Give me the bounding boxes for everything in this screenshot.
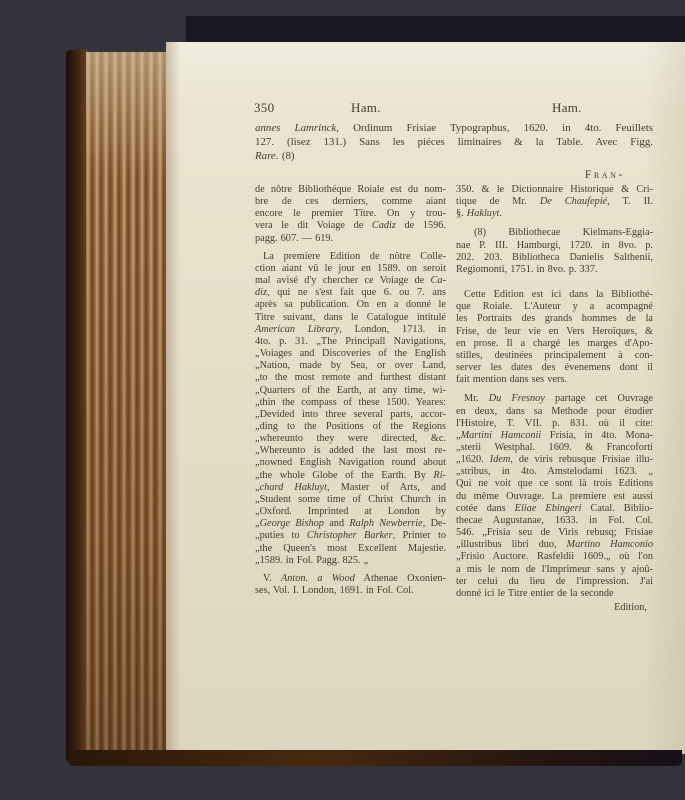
text-line: en prose. Il a chargé les marges d'Apo- [456,337,653,349]
text-line: „the whole Globe of the Earth. By Ri- [255,469,446,481]
headnote [255,121,653,163]
text-line: cotée dans Eliae Ebingeri Catal. Biblio- [456,502,653,514]
text-line: l'Histoire, T. VII. p. 831. où il cite: [456,417,653,429]
right-column-text [456,184,653,600]
left-column [255,184,446,597]
catchword-edition: Edition, [614,602,647,613]
text-line: de nôtre Bibliothéque Roiale est du nom- [255,184,446,195]
text-line: „Martini Hamconii Frisia, in 4to. Mona- [456,429,653,441]
text-line: „illustribus libri duo, Martino Hamconio [456,539,653,551]
text-line: „to the most remote and furthest distant [255,372,446,384]
text-line: „nowned English Navigation round about [255,457,446,469]
text-line: Mr. Du Fresnoy partage cet Ouvrage [464,393,653,405]
text-line: „Voiages and Discoveries of the English [255,348,446,360]
text-line: server les dates des évenemens dont il [456,362,653,374]
text-line: nae P. III. Hamburgi, 1720. in 8vo. p. [456,239,653,251]
text-line: Qui ne voit que ce sont là trois Editions [456,478,653,490]
text-line: que Roiale. L'Auteur y a acompagné [456,301,653,313]
text-line: 127. (lisez 131.) Sans les piéces liminaires & la Table. Avec Figg. [255,136,653,148]
text-line: après sa publication. On en a donné le [255,299,446,311]
paragraph [456,289,653,386]
text-line: 350. & le Dictionnaire Historique & Cri- [456,184,653,195]
text-line: encore le premier Tître. On y trou- [255,208,446,220]
text-line: „stribus, in 4to. Amstelodami 1623. „ [456,466,653,478]
text-line: du même Ouvrage. La premiere est aussi [456,490,653,502]
running-head-left: Ham. [351,100,381,115]
text-line: (8) Bibliothecae Kielmans-Eggia- [474,227,653,239]
text-line: annes Lamrinck, Ordinum Frisiae Typographus, 1620. in 4to. Feuillets [255,122,653,134]
text-line: 546. „Frisia seu de Viris rebusq; Frisiae [456,527,653,539]
text-line: fait mention dans ses vers. [456,374,567,386]
paragraph [456,393,653,600]
text-line: „Oxford. Imprinted at London by [255,506,446,518]
text-line: „Nation, made by Sea, or over Land, [255,360,446,372]
text-line: „1620. Idem, de viris rebusque Frisiae illu- [456,454,654,466]
text-line: pagg. 607. — 619. [255,232,334,244]
text-line: „Student some time of Christ Church in [255,493,446,505]
paragraph [255,251,446,567]
text-line: „chard Hakluyt, Master of Arts, and [255,481,446,493]
text-line: „thin the compass of these 1500. Yeares: [255,396,446,408]
text-line: „George Bishop and Ralph Newberrie, De- [255,518,446,530]
text-line: en deux, dans sa Methode pour étudier [456,405,653,417]
text-line: American Library, London, 1713. in [255,323,446,335]
text-line: a mis le nom de l'Imprimeur sans y ajoû- [456,563,653,575]
text-line: La premiere Edition de nôtre Colle- [263,250,446,262]
text-line: „the Queen's most Excellent Majestie. [255,542,446,554]
catchword-fran: Fran- [584,169,625,181]
text-line: mal avisé d'y chercher ce Voiage de Ca- [255,275,446,287]
text-line: Cette Edition est ici dans la Bibliothé- [464,289,653,301]
text-line: §. Hakluyt. [456,208,502,220]
text-line: bre de ces derniers, comme aiant [255,196,446,208]
text-line: ter celui du lieu de l'impression. J'ai [456,575,653,587]
text-line: tique de Mr. De Chaufepié, T. II. [456,196,654,208]
text-line: „puties to Christopher Barker, Printer to [255,530,446,542]
text-line: „ding to the Positions of the Regions [255,420,446,432]
text-line: Regiomonti, 1751. in 8vo. p. 337. [456,263,598,275]
paragraph [456,184,653,220]
text-line: „sterii Westphal. 1609. & Francoforti [456,441,653,453]
text-line: Titre suivant, dans le Catalogue intitulé [255,311,446,323]
text-line: stilles, destinées principalement à con- [456,349,653,361]
paragraph [255,121,653,163]
text-line: thecae Augustanae, 1633. in Fol. Col. [456,514,653,526]
text-line: les Portraits des grands hommes de la [456,313,653,325]
page-number: 350 [254,100,275,115]
catchword-line [255,165,653,183]
text-line: „Whereunto is added the last most re- [255,445,446,457]
text-line: „whereunto they were directed, &c. [255,433,446,445]
text-line: 202. 203. Bibliotheca Danielis Salthenii, [456,251,653,263]
text-line: „1589. in Fol. Pagg. 825. „ [255,554,369,566]
text-line: vera le dit Voiage de Cadiz de 1596. [255,220,446,232]
text-line: Frise, de leur vie en Vers Heroïques, & [456,325,653,337]
running-head-right: Ham. [552,100,582,115]
text-line: donné ici le Titre entier de la seconde [456,587,614,599]
text-line: 4to. p. 31. „The Principall Navigations, [255,335,446,347]
text-line: „Devided into three several parts, accor- [255,408,446,420]
text-line: diz, qui ne s'est fait que 6. ou 7. ans [255,287,446,299]
paragraph [255,573,446,597]
paragraph [255,184,446,245]
text-line: Rare. (8) [255,150,295,162]
text-line: V. Anton. a Wood Athenae Oxonien- [263,572,447,584]
text-line: ses, Vol. I. London, 1691. in Fol. Col. [255,585,414,596]
text-line: „Frisio Auctore. Rasfeldii 1609.„ où l'on [456,551,653,563]
paragraph [456,227,653,276]
text-line: „Quarters of the Earth, at any time, wi- [255,384,446,396]
text-line: ction aiant vû le jour en 1589. on seroit [255,262,446,274]
right-column [456,184,653,614]
